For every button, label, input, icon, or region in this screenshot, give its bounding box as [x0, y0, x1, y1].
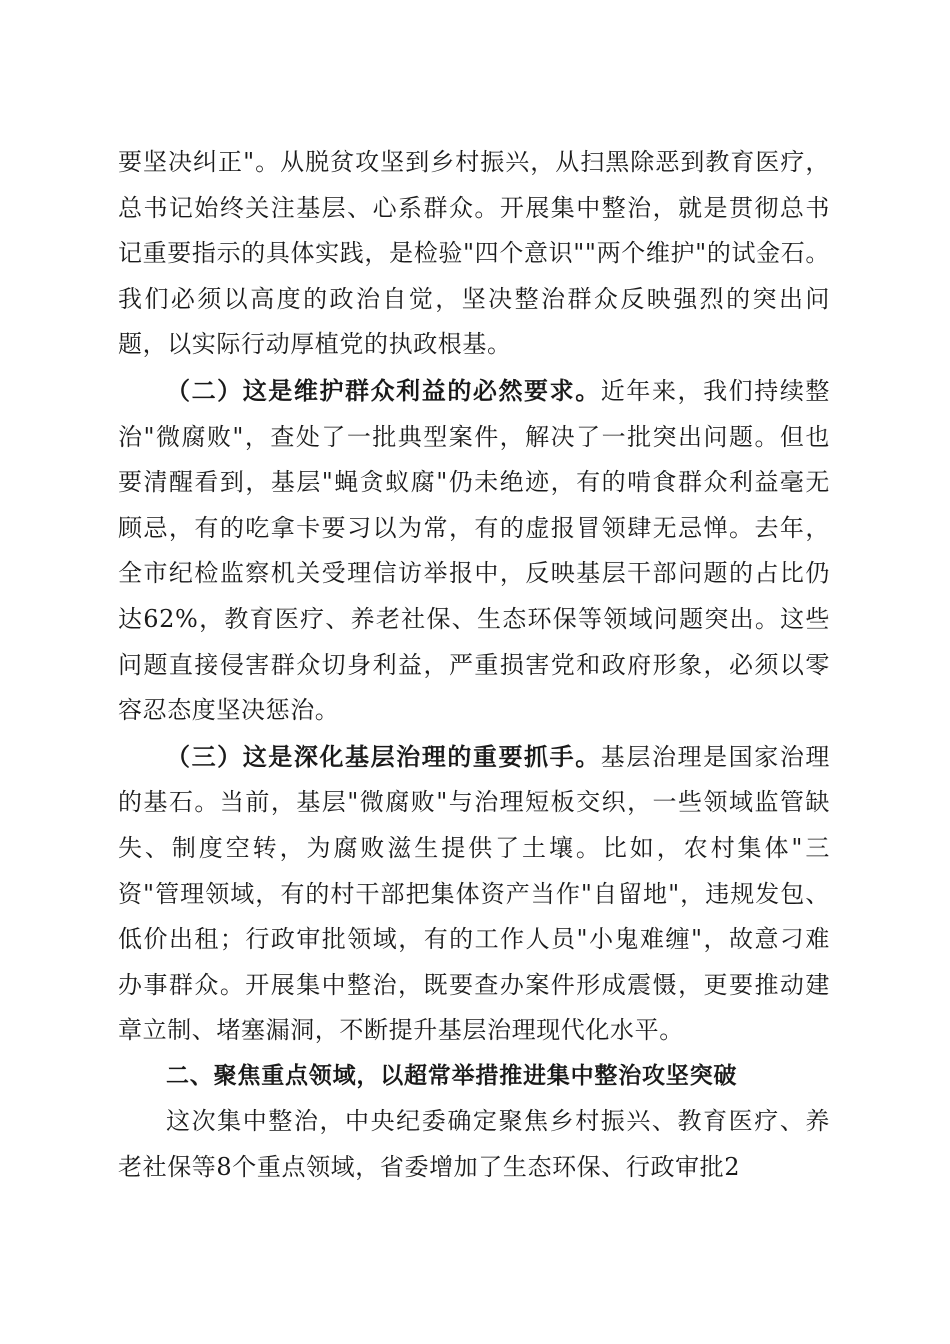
paragraph-continuation: 要坚决纠正"。从脱贫攻坚到乡村振兴，从扫黑除恶到教育医疗，总书记始终关注基层、心系群众。开展集中整治，就是贯彻总书记重要指示的具体实践，是检验"四个意识""两个维护"的试金石。我们必须以高度的政治自觉，坚决整治群众反映强烈的突出问题，以实际行动厚植党的执政根基。 — [118, 148, 830, 359]
paragraph-text: 近年来，我们持续整治"微腐败"，查处了一批典型案件，解决了一批突出问题。但也要清醒看到，基层"蝇贪蚁腐"仍未绝迹，有的啃食群众利益毫无顾忌，有的吃拿卡要习以为常，有的虚报冒领肆无忌惮。去年，全市纪检监察机关受理信访举报中，反映基层干部问题的占比仍达62%，教育医疗、养老社保、生态环保等领域问题突出。这些问题直接侵害群众切身利益，严重损害党和政府形象，必须以零容忍态度坚决惩治。 — [118, 376, 831, 725]
paragraph-text: 基层治理是国家治理的基石。当前，基层"微腐败"与治理短板交织，一些领域监管缺失、制度空转，为腐败滋生提供了土壤。比如，农村集体"三资"管理领域，有的村干部把集体资产当作"自留地"，违规发包、低价出租；行政审批领域，有的工作人员"小鬼难缠"，故意刁难办事群众。开展集中整治，既要查办案件形成震慑，更要推动建章立制、堵塞漏洞，不断提升基层治理现代化水平。 — [118, 742, 831, 1045]
subsection-heading-3: （三）这是深化基层治理的重要抓手。 — [166, 741, 601, 771]
paragraph-key-areas: 这次集中整治，中央纪委确定聚焦乡村振兴、教育医疗、养老社保等8个重点领域，省委增加了生态环保、行政审批2 — [118, 1107, 830, 1182]
paragraph-protect-interests — [118, 368, 830, 734]
subsection-heading-2: （二）这是维护群众利益的必然要求。 — [166, 375, 601, 405]
document-body — [118, 140, 830, 1191]
section-heading: 二、聚焦重点领域，以超常举措推进集中整治攻坚突破 — [166, 1062, 738, 1089]
paragraph-grassroots-governance — [118, 734, 830, 1054]
